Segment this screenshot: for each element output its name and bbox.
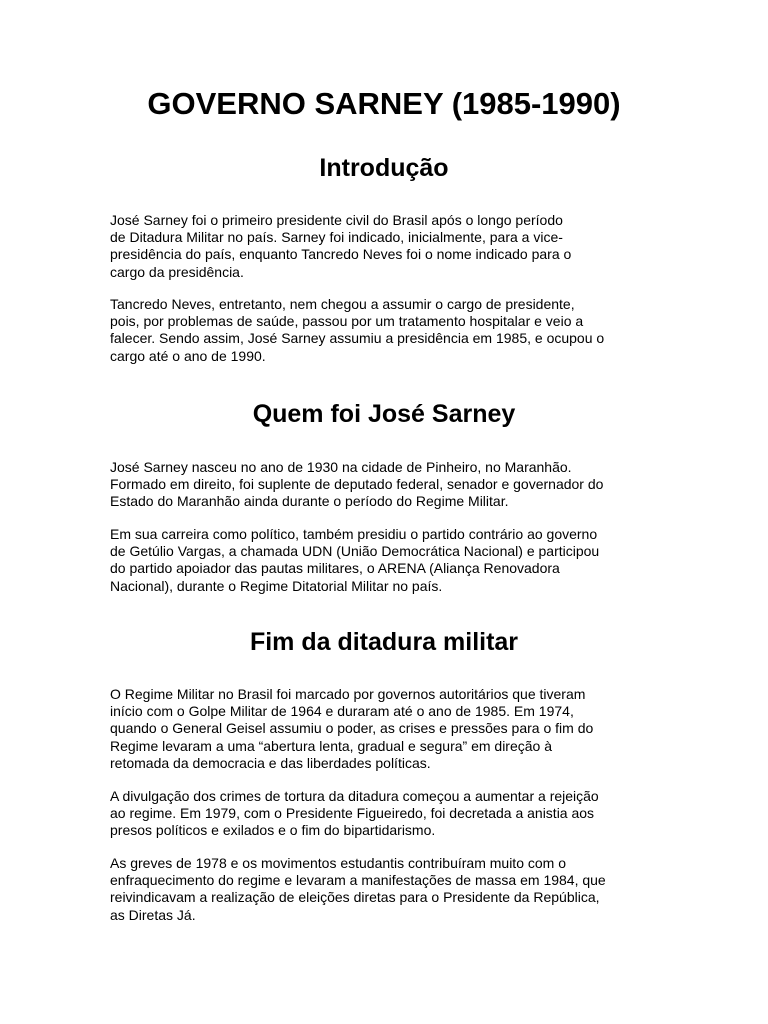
section-heading-quem-foi-jose-sarney: Quem foi José Sarney xyxy=(252,400,516,428)
paragraph-fim-ditadura-2: A divulgação dos crimes de tortura da ditadura começou a aumentar a rejeição ao regime. Em 1979, com o Presidente Figueiredo, foi decretada a anistia aos presos políticos e exilados e o fim do bipartidarismo. xyxy=(110,788,599,839)
paragraph-quem-foi-2: Em sua carreira como político, também presidiu o partido contrário ao governo de Getúlio Vargas, a chamada UDN (União Democrática Nacional) e participou do partido apoiador das pautas militares, o ARENA (Aliança Renovadora Nacional), durante o Regime Ditatorial Militar no país. xyxy=(110,526,600,594)
document-title: GOVERNO SARNEY (1985-1990) xyxy=(147,86,621,121)
paragraph-fim-ditadura-1: O Regime Militar no Brasil foi marcado por governos autoritários que tiveram início com o Golpe Militar de 1964 e duraram até o ano de 1985. Em 1974, quando o General Geisel assumiu o poder, as crises e pressões para o fim do Regime levaram a uma “abertura lenta, gradual e segura” em direção à retomada da democracia e das liberdades políticas. xyxy=(110,686,594,771)
paragraph-fim-ditadura-3: As greves de 1978 e os movimentos estudantis contribuíram muito com o enfraquecimento do regime e levaram a manifestações de massa em 1984, que reivindicavam a realização de eleições diretas para o Presidente da República, as Diretas Já. xyxy=(110,855,606,923)
section-heading-fim-da-ditadura: Fim da ditadura militar xyxy=(249,628,519,656)
paragraph-quem-foi-1: José Sarney nasceu no ano de 1930 na cidade de Pinheiro, no Maranhão. Formado em direito, foi suplente de deputado federal, senador e governador do Estado do Maranhão ainda durante o período do Regime Militar. xyxy=(110,459,604,510)
section-heading-introducao: Introdução xyxy=(319,154,449,182)
paragraph-intro-1: José Sarney foi o primeiro presidente civil do Brasil após o longo período de Ditadura Militar no país. Sarney foi indicado, inicialmente, para a vice- presidência do país, enquanto Tancredo Neves foi o nome indicado para o cargo da presidência. xyxy=(110,212,572,280)
paragraph-intro-2: Tancredo Neves, entretanto, nem chegou a assumir o cargo de presidente, pois, por problemas de saúde, passou por um tratamento hospitalar e veio a falecer. Sendo assim, José Sarney assumiu a presidência em 1985, e ocupou o cargo até o ano de 1990. xyxy=(110,296,605,364)
